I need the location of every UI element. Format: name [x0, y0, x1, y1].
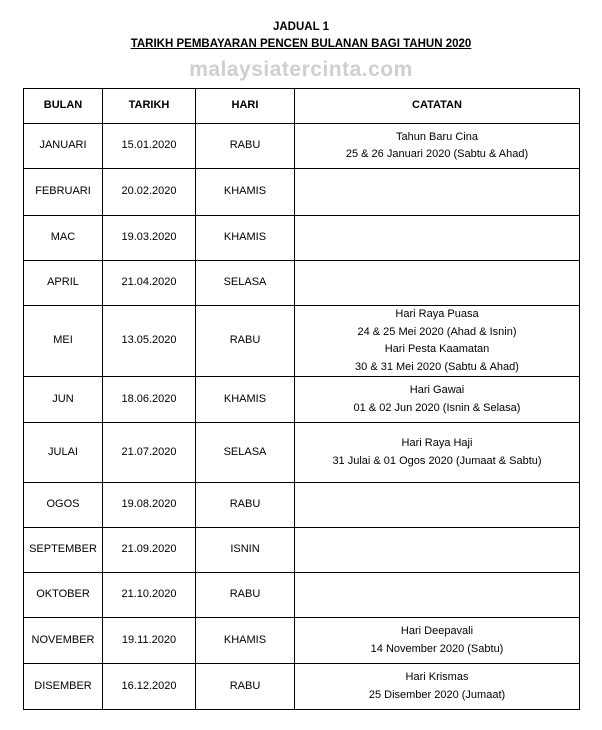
catatan-line: Tahun Baru Cina [396, 130, 478, 143]
table-row [24, 618, 580, 664]
table-body [24, 124, 580, 710]
cell-tarikh: 18.06.2020 [103, 377, 196, 423]
cell-bulan: NOVEMBER [24, 618, 103, 664]
cell-catatan [295, 306, 580, 377]
catatan-line: 25 & 26 Januari 2020 (Sabtu & Ahad) [345, 148, 529, 160]
catatan-line: Hari Raya Haji [401, 437, 473, 449]
cell-hari: RABU [196, 483, 295, 528]
cell-tarikh: 20.02.2020 [103, 169, 196, 216]
table-row [24, 216, 580, 261]
table-subtitle [0, 38, 602, 50]
table-row [24, 124, 580, 169]
catatan-line: 24 & 25 Mei 2020 (Ahad & Isnin) [357, 325, 517, 338]
cell-catatan [295, 169, 580, 216]
cell-hari: ISNIN [196, 528, 295, 573]
cell-hari: RABU [196, 664, 295, 710]
watermark: malaysiatercinta.com [189, 58, 413, 81]
catatan-line: Hari Krismas [405, 671, 469, 683]
header-hari: HARI [196, 89, 295, 124]
cell-bulan: MEI [24, 306, 103, 377]
cell-tarikh: 19.11.2020 [103, 618, 196, 664]
cell-hari: SELASA [196, 423, 295, 483]
cell-tarikh: 13.05.2020 [103, 306, 196, 377]
table-row [24, 306, 580, 377]
header-bulan: BULAN [24, 89, 103, 124]
cell-hari: KHAMIS [196, 216, 295, 261]
cell-tarikh: 19.03.2020 [103, 216, 196, 261]
catatan-line: Hari Pesta Kaamatan [384, 343, 490, 355]
cell-bulan: FEBRUARI [24, 169, 103, 216]
cell-hari: RABU [196, 124, 295, 169]
table-row [24, 528, 580, 573]
cell-catatan [295, 573, 580, 618]
table-row [24, 377, 580, 423]
cell-catatan [295, 216, 580, 261]
pension-schedule-table [23, 88, 580, 710]
cell-catatan [295, 483, 580, 528]
cell-tarikh: 21.10.2020 [103, 573, 196, 618]
cell-bulan: JANUARI [24, 124, 103, 169]
cell-bulan: OKTOBER [24, 573, 103, 618]
catatan-line: 25 Disember 2020 (Jumaat) [368, 688, 506, 701]
cell-catatan [295, 377, 580, 423]
table-title: JADUAL 1 [272, 21, 330, 33]
table-row [24, 573, 580, 618]
cell-tarikh: 21.07.2020 [103, 423, 196, 483]
cell-tarikh: 21.04.2020 [103, 261, 196, 306]
catatan-line: 30 & 31 Mei 2020 (Sabtu & Ahad) [355, 360, 519, 373]
cell-tarikh: 15.01.2020 [103, 124, 196, 169]
cell-hari: SELASA [196, 261, 295, 306]
catatan-line: Hari Deepavali [400, 625, 474, 637]
table-row [24, 664, 580, 710]
cell-hari: KHAMIS [196, 169, 295, 216]
cell-bulan: SEPTEMBER [24, 528, 103, 573]
cell-bulan: MAC [24, 216, 103, 261]
cell-catatan [295, 528, 580, 573]
cell-catatan [295, 423, 580, 483]
catatan-line: 31 Julai & 01 Ogos 2020 (Jumaat & Sabtu) [332, 454, 542, 467]
catatan-line: Hari Raya Puasa [395, 308, 479, 320]
catatan-line: 14 November 2020 (Sabtu) [370, 642, 504, 655]
cell-tarikh: 19.08.2020 [103, 483, 196, 528]
cell-hari: KHAMIS [196, 377, 295, 423]
catatan-line: Hari Gawai [409, 384, 465, 396]
cell-catatan [295, 618, 580, 664]
cell-catatan [295, 124, 580, 169]
table-row [24, 423, 580, 483]
cell-bulan: DISEMBER [24, 664, 103, 710]
cell-bulan: OGOS [24, 483, 103, 528]
table-row [24, 261, 580, 306]
table-row [24, 169, 580, 216]
header-tarikh: TARIKH [103, 89, 196, 124]
cell-tarikh: 21.09.2020 [103, 528, 196, 573]
header-catatan: CATATAN [295, 89, 580, 124]
catatan-line: 01 & 02 Jun 2020 (Isnin & Selasa) [353, 401, 521, 414]
cell-bulan: JULAI [24, 423, 103, 483]
cell-tarikh: 16.12.2020 [103, 664, 196, 710]
cell-bulan: JUN [24, 377, 103, 423]
cell-hari: RABU [196, 573, 295, 618]
cell-hari: KHAMIS [196, 618, 295, 664]
cell-hari: RABU [196, 306, 295, 377]
table-row [24, 483, 580, 528]
header-row [24, 89, 580, 124]
cell-catatan [295, 664, 580, 710]
cell-bulan: APRIL [24, 261, 103, 306]
cell-catatan [295, 261, 580, 306]
table-subtitle-text: TARIKH PEMBAYARAN PENCEN BULANAN BAGI TAHUN 2020 [130, 38, 472, 50]
